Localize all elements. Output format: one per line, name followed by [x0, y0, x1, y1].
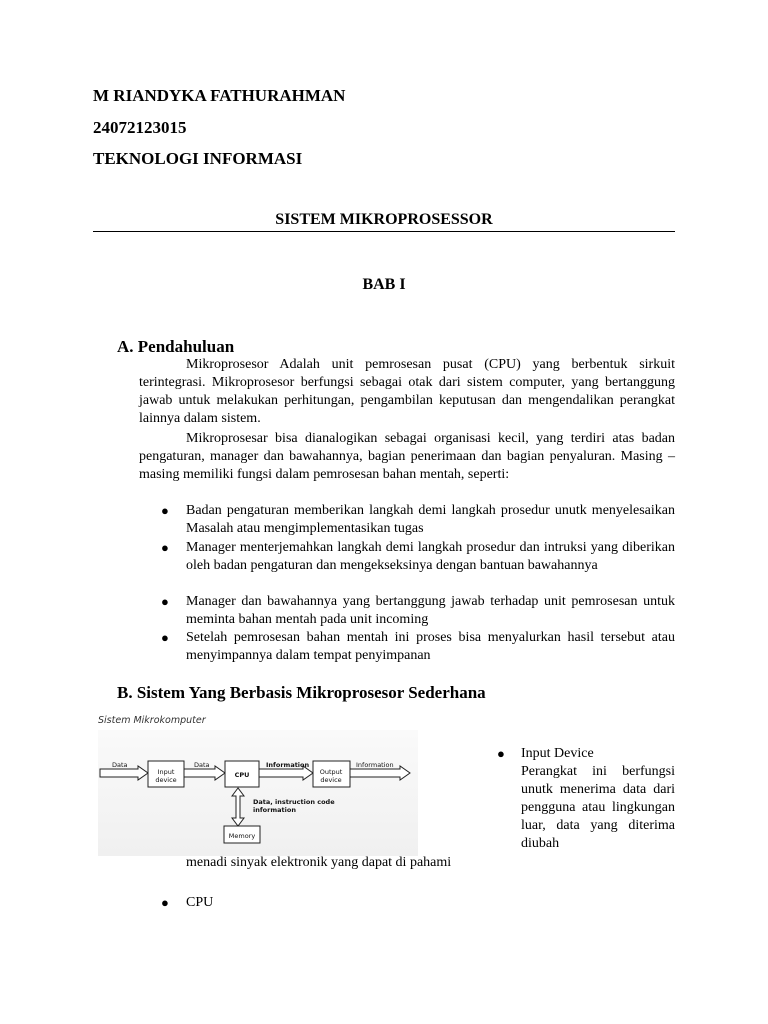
student-id: 24072123015 — [93, 118, 187, 137]
figure-caption: Sistem Mikrokomputer — [98, 715, 206, 726]
bullet-icon: ● — [497, 746, 505, 761]
bullet-icon: ● — [161, 540, 169, 555]
bullet-item-1: Badan pengaturan memberikan langkah demi langkah prosedur unutk menyelesaikan Masalah atau mengimplementasikan tugas — [186, 503, 675, 536]
chapter-heading: BAB I — [362, 276, 406, 293]
input-device-desc: Perangkat ini berfungsi unutk menerima data dari pengguna atau lingkungan luar, data yang diterima diubah — [521, 764, 675, 851]
section-b-heading: B. Sistem Yang Berbasis Mikroprosesor Sederhana — [117, 683, 486, 702]
label-cpu: CPU — [234, 771, 250, 779]
document-title: SISTEM MIKROPROSESSOR — [275, 211, 493, 228]
bullet-item-2: Manager menterjemahkan langkah demi langkah prosedur dan intruksi yang diberikan oleh badan pengaturan dan mengekseksinya dengan bantuan bawahannya — [186, 540, 675, 573]
author-name: M RIANDYKA FATHURAHMAN — [93, 86, 346, 105]
label-information-out: Information — [356, 761, 394, 769]
paragraph-1: Mikroprosesor Adalah unit pemrosesan pusat (CPU) yang berbentuk sirkuit terintegrasi. Mikroprosesor berfungsi sebagai otak dari sistem computer, yang bertanggung jawab untuk melakukan perhitungan, pengambilan keputusan dan mengendalikan perangkat lainnya dalam sistem. — [139, 357, 675, 426]
input-device-title: Input Device — [521, 746, 594, 761]
bullet-item-4: Setelah pemrosesan bahan mentah ini proses bisa menyalurkan hasil tersebut atau menyimpannya dalam tempat penyimpanan — [186, 630, 675, 663]
paragraph-2: Mikroprosesar bisa dianalogikan sebagai organisasi kecil, yang terdiri atas badan pengaturan, manager dan bawahannya, bagian penerimaan dan bagian penyaluran. Masing – masing memiliki fungsi dalam pemrosesan bahan mentah, seperti: — [139, 431, 675, 482]
label-output-device: Output device — [319, 768, 343, 784]
label-data-in: Data — [112, 761, 128, 769]
bullet-icon: ● — [161, 594, 169, 609]
bullet-item-3: Manager dan bawahannya yang bertanggung jawab terhadap unit pemrosesan untuk meminta bahan mentah pada unit incoming — [186, 594, 675, 627]
bullet-icon: ● — [161, 630, 169, 645]
microcomputer-diagram — [98, 712, 418, 856]
bullet-icon: ● — [161, 503, 169, 518]
label-input-device: Input device — [155, 768, 177, 784]
label-memory-link: Data, instruction code information — [253, 798, 335, 814]
title-underline — [93, 231, 675, 232]
cpu-item: CPU — [186, 895, 214, 910]
section-a-heading: A. Pendahuluan — [117, 337, 235, 356]
label-memory: Memory — [228, 832, 256, 840]
study-program: TEKNOLOGI INFORMASI — [93, 149, 303, 168]
bullet-icon: ● — [161, 895, 169, 910]
label-data-mid: Data — [194, 761, 210, 769]
input-device-continuation: menadi sinyak elektronik yang dapat di pahami — [186, 855, 452, 870]
label-information-top: Information — [266, 761, 310, 769]
